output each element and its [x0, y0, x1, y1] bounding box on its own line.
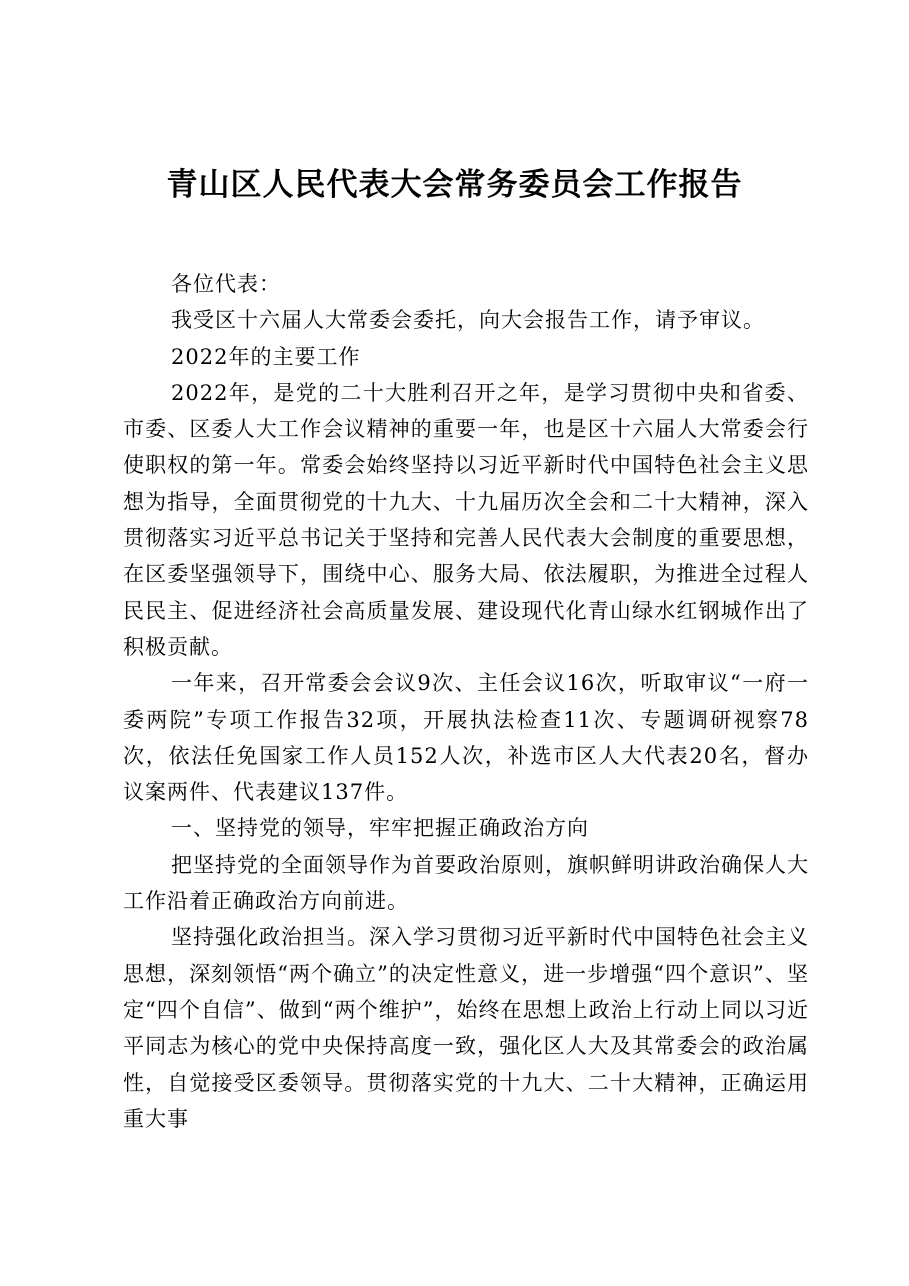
paragraph-overview: 2022年，是党的二十大胜利召开之年，是学习贯彻中央和省委、市委、区委人大工作会议精神的重要一年，也是区十六届人大常委会行使职权的第一年。常委会始终坚持以习近平新时代中国特色社会主义思想为指导，全面贯彻党的十九大、十九届历次全会和二十大精神，深入贯彻落实习近平总书记关于坚持和完善人民代表大会制度的重要思想，在区委坚强领导下，围绕中心、服务大局、依法履职，为推进全过程人民民主、促进经济社会高质量发展、建设现代化青山绿水红钢城作出了积极贡献。: [123, 380, 809, 659]
paragraph-political-responsibility: 坚持强化政治担当。深入学习贯彻习近平新时代中国特色社会主义思想，深刻领悟“两个确立”的决定性意义，进一步增强“四个意识”、坚定“四个自信”、做到“两个维护”，始终在思想上政治上行动上同以习近平同志为核心的党中央保持高度一致，强化区人大及其常委会的政治属性，自觉接受区委领导。贯彻落实党的十九大、二十大精神，正确运用重大事: [123, 925, 809, 1131]
paragraph-political-principle: 把坚持党的全面领导作为首要政治原则，旗帜鲜明讲政治确保人大工作沿着正确政治方向前进。: [123, 852, 809, 914]
document-body: [123, 266, 809, 1137]
document-title: 青山区人民代表大会常务委员会工作报告: [166, 167, 743, 203]
section-heading-party-leadership: 一、坚持党的领导，牢牢把握正确政治方向: [171, 816, 589, 841]
section-heading-main-work: 2022年的主要工作: [171, 344, 361, 369]
paragraph-salutation: 各位代表：: [171, 272, 281, 296]
paragraph-intro: 我受区十六届人大常委会委托，向大会报告工作，请予审议。: [171, 308, 765, 333]
paragraph-statistics: 一年来，召开常委会会议9次、主任会议16次，听取审议“一府一委两院”专项工作报告32项，开展执法检查11次、专题调研视察78次，依法任免国家工作人员152人次，补选市区人大代表20名，督办议案两件、代表建议137件。: [123, 671, 809, 805]
